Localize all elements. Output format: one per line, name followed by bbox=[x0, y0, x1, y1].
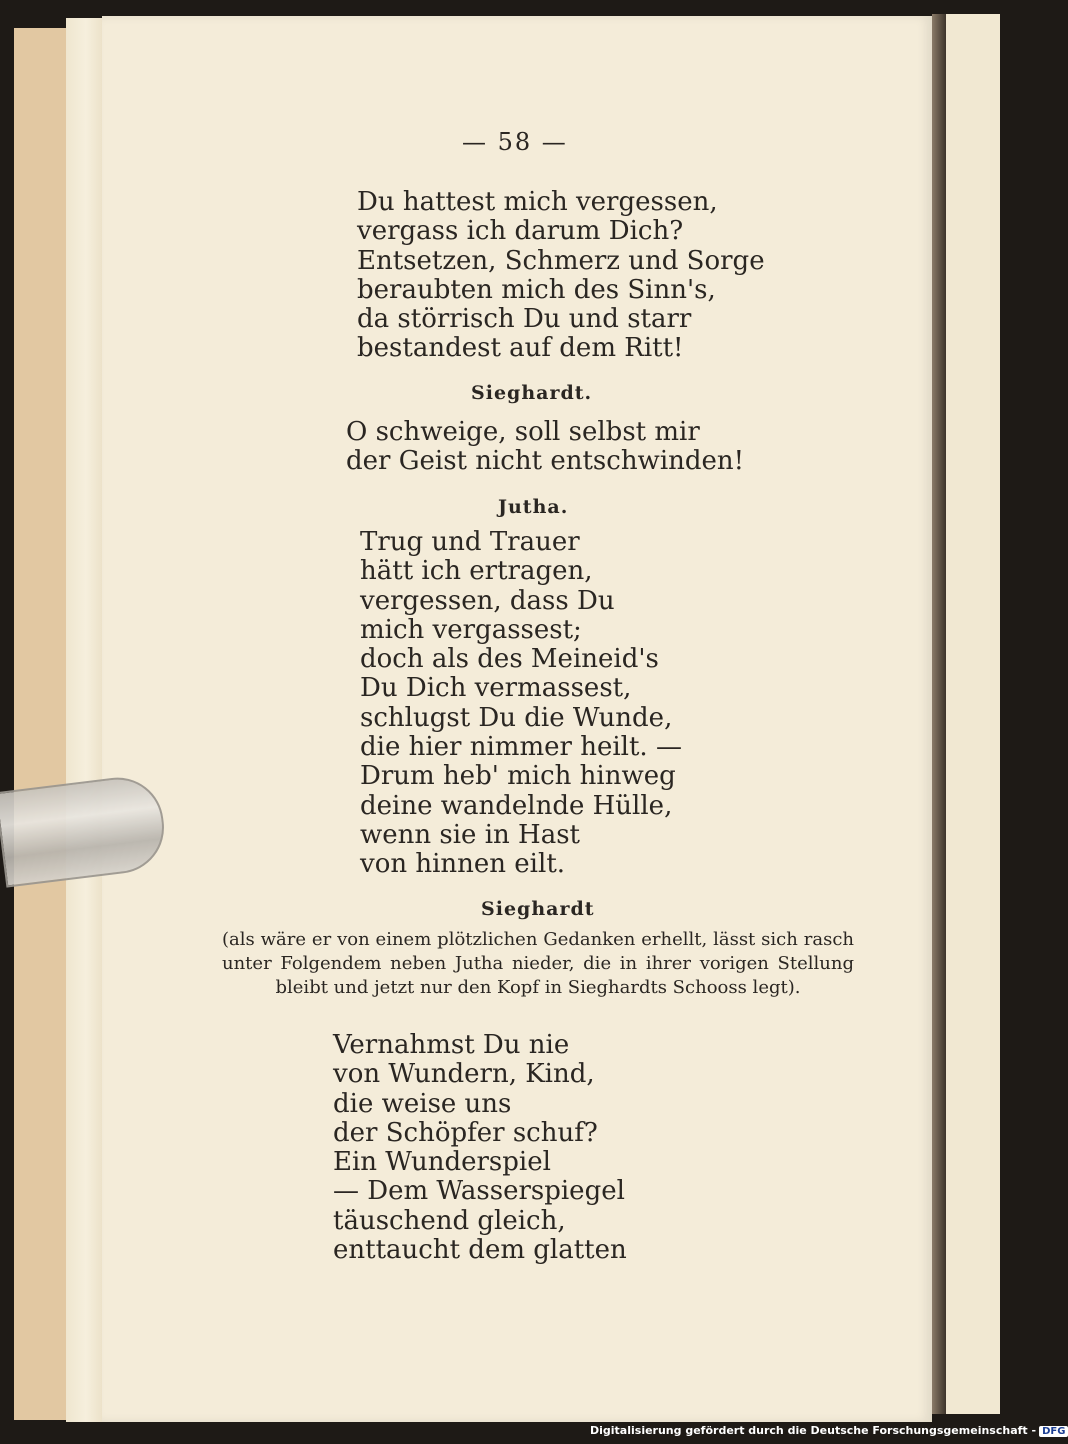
verse-stanza-1: Du hattest mich vergessen, vergass ich darum Dich? Entsetzen, Schmerz und Sorge beraubten mich des Sinn's, da störrisch Du und starr bestandest auf dem Ritt! bbox=[357, 187, 765, 364]
book-gutter bbox=[932, 14, 946, 1414]
verse-stanza-2: O schweige, soll selbst mir der Geist nicht entschwinden! bbox=[346, 417, 745, 477]
credit-text: Digitalisierung gefördert durch die Deutsche Forschungsgemeinschaft - bbox=[590, 1424, 1037, 1437]
stage-direction: (als wäre er von einem plötzlichen Gedanken erhellt, lässt sich rasch unter Folgendem neben Jutha nieder, die in ihrer vorigen Stellung bleibt und jetzt nur den Kopf in Sieghardts Schooss legt). bbox=[222, 929, 854, 998]
page-number: — 58 — bbox=[462, 128, 568, 156]
verse-stanza-4: Vernahmst Du nie von Wundern, Kind, die weise uns der Schöpfer schuf? Ein Wunderspiel — Dem Wasserspiegel täuschend gleich, enttaucht dem glatten bbox=[333, 1030, 627, 1266]
speaker-name-jutha: Jutha. bbox=[498, 496, 569, 518]
speaker-name-sieghardt: Sieghardt. bbox=[471, 382, 593, 404]
digitization-credit bbox=[590, 1424, 1068, 1437]
verse-stanza-3: Trug und Trauer hätt ich ertragen, vergessen, dass Du mich vergassest; doch als des Meineid's Du Dich vermassest, schlugst Du die Wunde, die hier nimmer heilt. — Drum heb' mich hinweg deine wandelnde Hülle, wenn sie in Hast von hinnen eilt. bbox=[360, 527, 682, 880]
page-stack-edge bbox=[66, 18, 106, 1422]
next-page-edge bbox=[946, 14, 1000, 1414]
speaker-name-sieghardt-2: Sieghardt bbox=[481, 898, 595, 920]
dfg-logo-icon: DFG bbox=[1039, 1426, 1068, 1437]
